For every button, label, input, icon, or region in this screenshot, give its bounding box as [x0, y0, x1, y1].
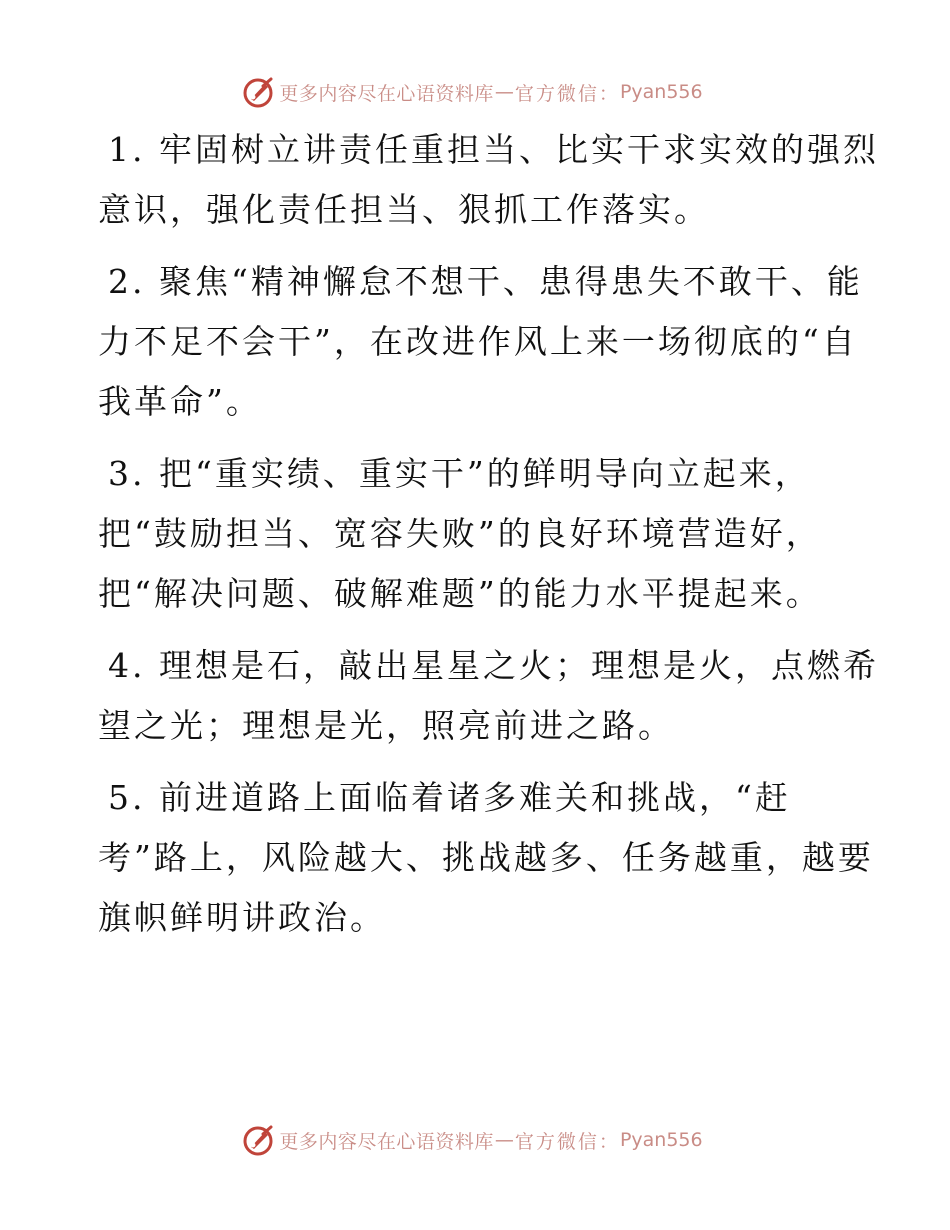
paragraph-line: 把“鼓励担当、宽容失败”的良好环境营造好， [98, 514, 822, 553]
paragraph-line: 意识，强化责任担当、狠抓工作落实。 [98, 190, 710, 229]
paragraph-line: 1. 牢固树立讲责任重担当、比实干求实效的强烈 [108, 130, 879, 169]
paragraph-4 [98, 636, 879, 756]
watermark-dash: — [494, 1129, 514, 1151]
paragraph-line: 把“解决问题、破解难题”的能力水平提起来。 [98, 574, 822, 613]
paragraph-line: 3. 把“重实绩、重实干”的鲜明导向立起来， [108, 454, 811, 493]
brand-logo-icon [241, 1123, 275, 1157]
paragraph-line: 我革命”。 [98, 382, 262, 421]
paragraph-2 [98, 252, 863, 432]
watermark-site-text: 更多内容尽在心语资料库 [279, 82, 494, 105]
watermark-wechat-id: Pyan556 [619, 1129, 703, 1151]
paragraph-line: 5. 前进道路上面临着诸多难关和挑战，“赶 [108, 778, 791, 817]
header-watermark [0, 72, 950, 112]
paragraph-line: 考”路上，风险越大、挑战越多、任务越重，越要 [98, 838, 874, 877]
watermark-wechat-id: Pyan556 [619, 81, 703, 103]
paragraph-line: 力不足不会干”，在改进作风上来一场彻底的“自 [98, 322, 858, 361]
paragraph-5 [98, 768, 874, 948]
paragraph-line: 2. 聚焦“精神懈怠不想干、患得患失不敢干、能 [108, 262, 863, 301]
watermark-label: 官方微信： [514, 82, 620, 105]
watermark-dash: — [494, 81, 514, 103]
paragraph-1 [98, 120, 879, 240]
watermark-label: 官方微信： [514, 1130, 620, 1153]
footer-watermark [0, 1120, 950, 1160]
document-body [98, 120, 879, 960]
paragraph-line: 望之光；理想是光，照亮前进之路。 [98, 706, 674, 745]
watermark-site-text: 更多内容尽在心语资料库 [279, 1130, 494, 1153]
paragraph-3 [98, 444, 858, 624]
paragraph-line: 4. 理想是石，敲出星星之火；理想是火，点燃希 [108, 646, 879, 685]
paragraph-line: 旗帜鲜明讲政治。 [98, 898, 386, 937]
brand-logo-icon [241, 75, 275, 109]
